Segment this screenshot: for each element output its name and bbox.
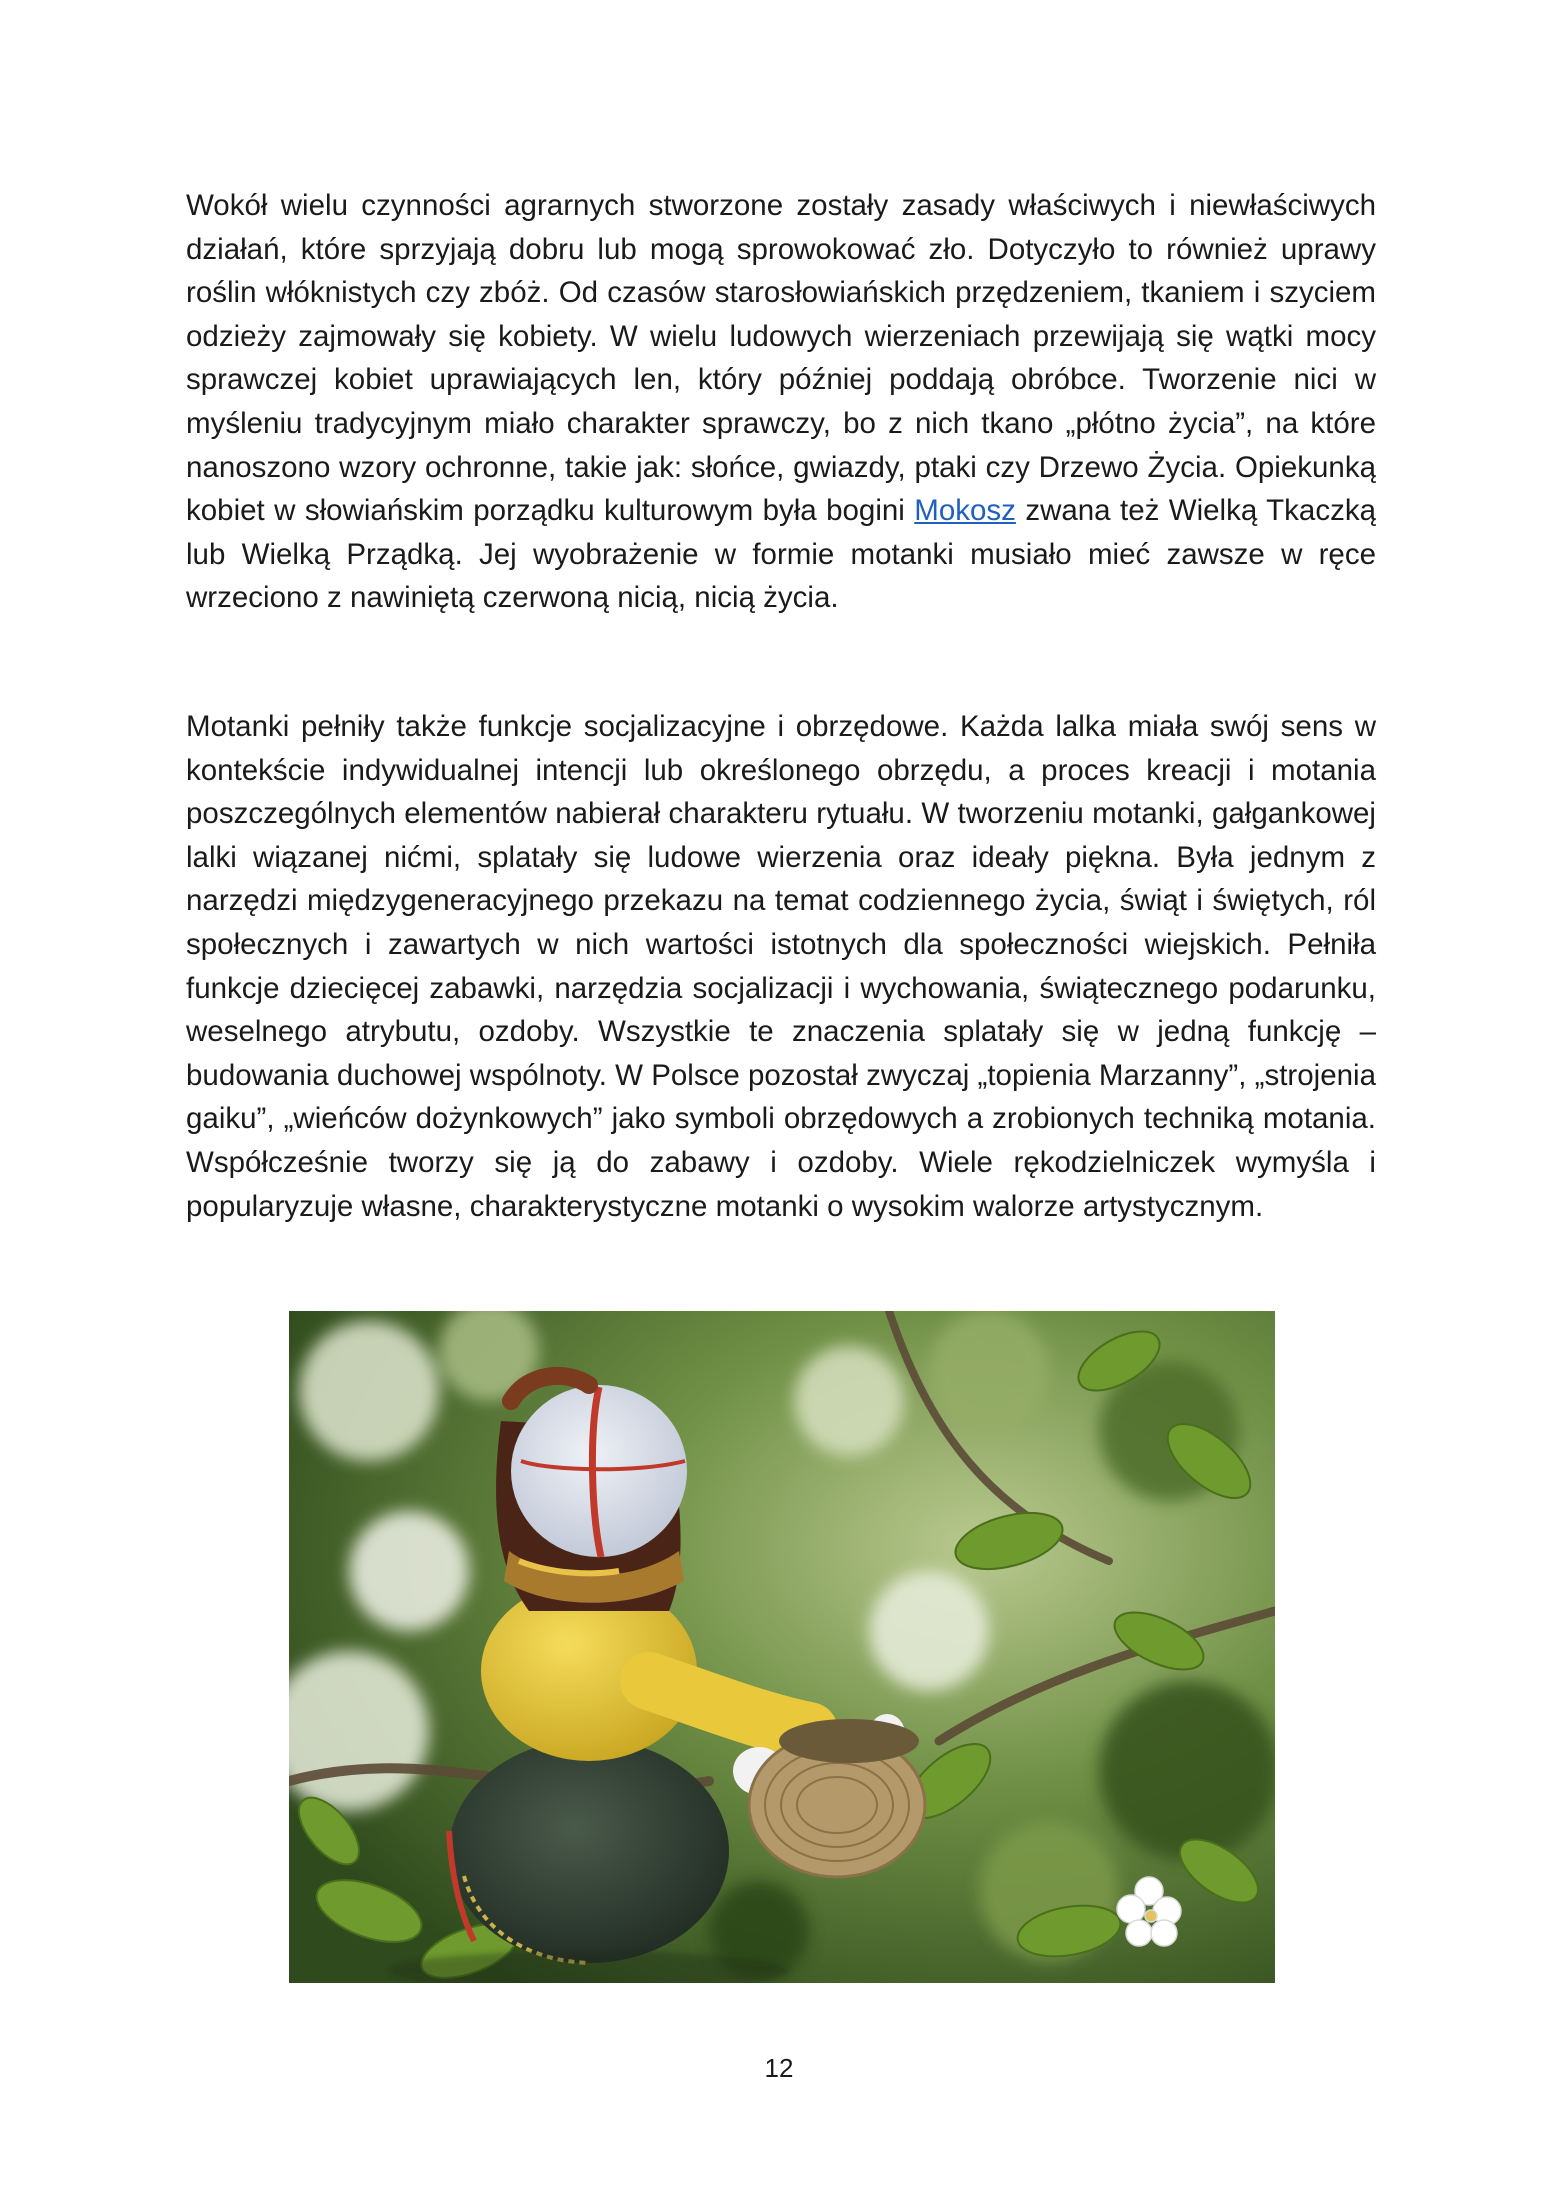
paragraph-1-text-a: Wokół wielu czynności agrarnych stworzone zostały zasady właściwych i niewłaściwych działań, które sprzyjają dobru lub mogą sprowokować zło. Dotyczyło to również uprawy roślin włóknistych czy zbóż. Od czasów starosłowiańskich przędzeniem, tkaniem i szyciem odzieży zajmowały się kobiety. W wielu ludowych wierzeniach przewijają się wątki mocy sprawczej kobiet uprawiających len, który później poddają obróbce. Tworzenie nici w myśleniu tradycyjnym miało charakter sprawczy, bo z nich tkano „płótno życia”, na które nanoszono wzory ochronne, takie jak: słońce, gwiazdy, ptaki czy Drzewo Życia. Opiekunką kobiet w słowiańskim porządku kulturowym była bogini — [186, 189, 1376, 528]
mokosz-link[interactable]: Mokosz — [914, 494, 1016, 528]
paragraph-mokosz — [186, 184, 1376, 620]
paragraph-1-text-b: zwana też Wielką Tkaczką lub Wielką Prządką. Jej wyobrażenie w formie motanki musiało mieć zawsze w ręce wrzeciono z nawiniętą czerwoną nicią, nicią życia. — [186, 494, 1376, 615]
page-number: 12 — [764, 2053, 794, 2083]
motanka-doll-photo — [289, 1311, 1275, 1983]
paragraph-motanki: Motanki pełniły także funkcje socjalizacyjne i obrzędowe. Każda lalka miała swój sens w kontekście indywidualnej intencji lub określonego obrzędu, a proces kreacji i motania poszczególnych elementów nabierał charakteru rytuału. W tworzeniu motanki, gałgankowej lalki wiązanej nićmi, splatały się ludowe wierzenia oraz ideały piękna. Była jednym z narzędzi międzygeneracyjnego przekazu na temat codziennego życia, świąt i świętych, ról społecznych i zawartych w nich wartości istotnych dla społeczności wiejskich. Pełniła funkcje dziecięcej zabawki, narzędzia socjalizacji i wychowania, świątecznego podarunku, weselnego atrybutu, ozdoby. Wszystkie te znaczenia splatały się w jedną funkcję – budowania duchowej wspólnoty. W Polsce pozostał zwyczaj „topienia Marzanny”, „strojenia gaiku”, „wieńców dożynkowych” jako symboli obrzędowych a zrobionych techniką motania. Współcześnie tworzy się ją do zabawy i ozdoby. Wiele rękodzielniczek wymyśla i popularyzuje własne, charakterystyczne motanki o wysokim walorze artystycznym. — [186, 710, 1376, 1223]
